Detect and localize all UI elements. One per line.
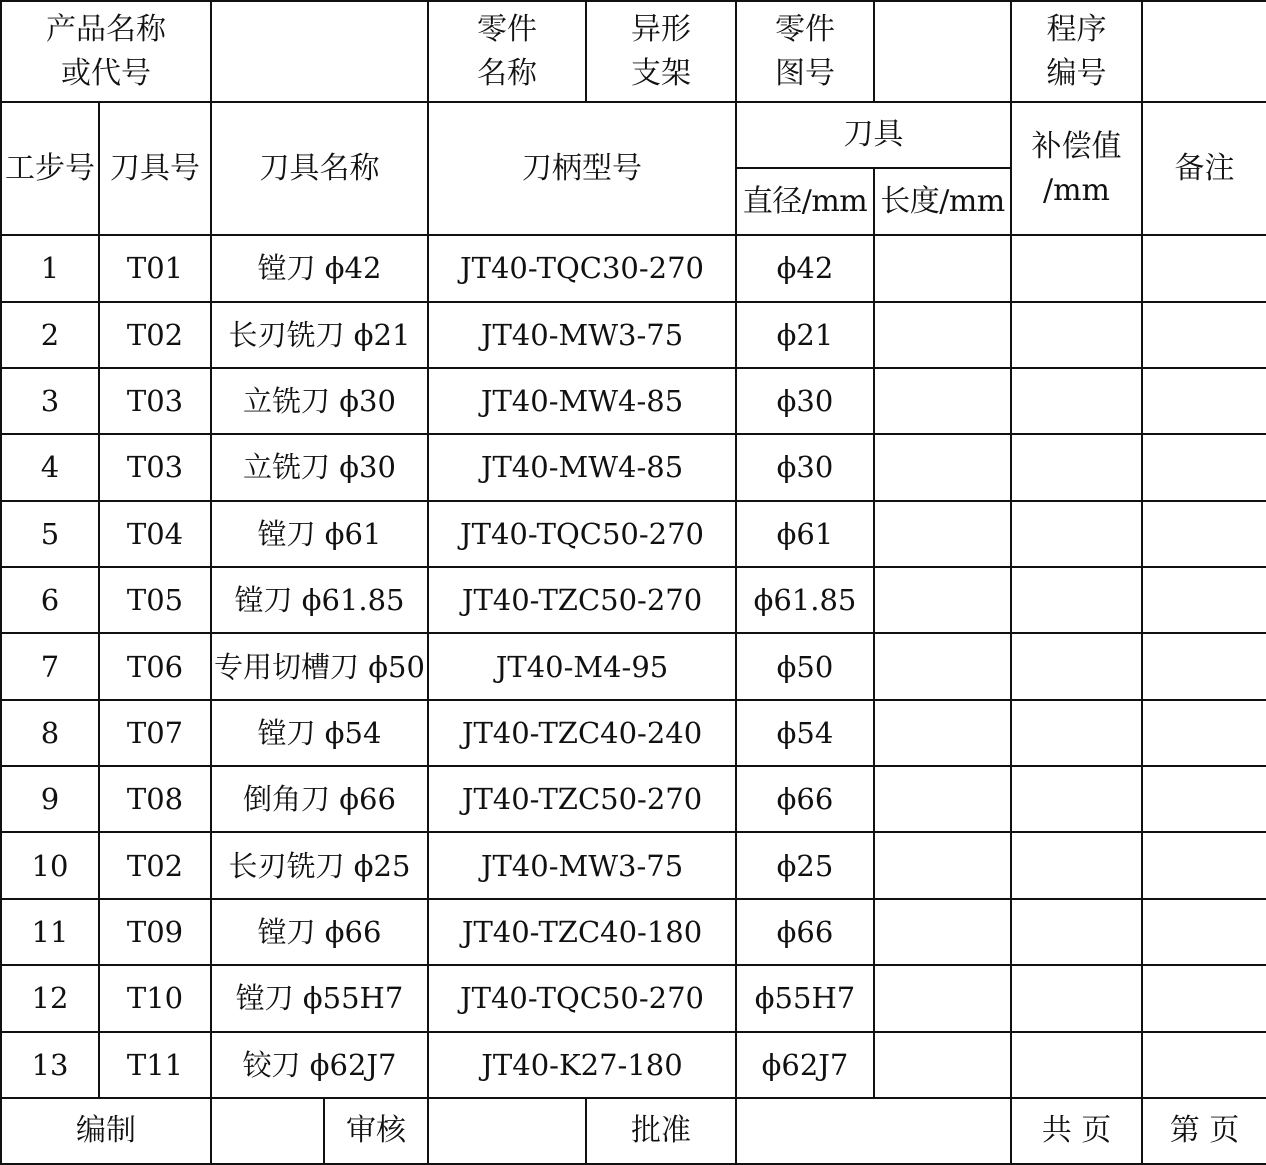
cell-diameter: ϕ21 [736, 302, 874, 368]
cell-offset [1011, 235, 1142, 301]
cell-length [874, 965, 1011, 1031]
cell-step: 12 [1, 965, 99, 1031]
table-row [1, 302, 1266, 368]
cell-tool-number: T03 [99, 368, 211, 434]
cell-tool-name: 长刃铣刀 ϕ25 [211, 832, 428, 898]
table-row [1, 899, 1266, 965]
col-header-tool-name: 刀具名称 [211, 102, 428, 235]
cell-tool-name: 镗刀 ϕ55H7 [211, 965, 428, 1031]
cell-holder: JT40-MW4-85 [428, 368, 736, 434]
cell-length [874, 368, 1011, 434]
prepared-value [211, 1098, 324, 1164]
cell-tool-name: 镗刀 ϕ66 [211, 899, 428, 965]
table-row [1, 368, 1266, 434]
cell-diameter: ϕ42 [736, 235, 874, 301]
cell-step: 10 [1, 832, 99, 898]
col-header-offset: 补偿值 /mm [1011, 102, 1142, 235]
cell-tool-name: 铰刀 ϕ62J7 [211, 1032, 428, 1098]
cell-remark [1142, 965, 1266, 1031]
cell-holder: JT40-TZC40-180 [428, 899, 736, 965]
cell-tool-number: T03 [99, 434, 211, 500]
col-header-diameter: 直径/mm [736, 168, 874, 235]
cell-diameter: ϕ66 [736, 766, 874, 832]
table-row [1, 567, 1266, 633]
cell-remark [1142, 567, 1266, 633]
cell-holder: JT40-K27-180 [428, 1032, 736, 1098]
cell-tool-name: 镗刀 ϕ61.85 [211, 567, 428, 633]
col-header-step: 工步号 [1, 102, 99, 235]
cell-tool-number: T02 [99, 302, 211, 368]
cell-step: 5 [1, 501, 99, 567]
cell-holder: JT40-TQC50-270 [428, 965, 736, 1031]
cell-step: 2 [1, 302, 99, 368]
cell-tool-number: T06 [99, 633, 211, 699]
cell-length [874, 633, 1011, 699]
part-number-value [874, 1, 1011, 102]
cell-step: 7 [1, 633, 99, 699]
prepared-label: 编制 [1, 1098, 211, 1164]
program-number-value [1142, 1, 1266, 102]
cell-step: 9 [1, 766, 99, 832]
cell-remark [1142, 832, 1266, 898]
cell-offset [1011, 368, 1142, 434]
cell-length [874, 700, 1011, 766]
cell-remark [1142, 434, 1266, 500]
table-row [1, 766, 1266, 832]
cell-diameter: ϕ54 [736, 700, 874, 766]
cell-holder: JT40-TQC30-270 [428, 235, 736, 301]
cell-tool-name: 专用切槽刀 ϕ50 [211, 633, 428, 699]
page-number: 第 页 [1142, 1098, 1266, 1164]
table-row [1, 965, 1266, 1031]
cell-offset [1011, 965, 1142, 1031]
cell-remark [1142, 368, 1266, 434]
cell-diameter: ϕ66 [736, 899, 874, 965]
cell-tool-number: T05 [99, 567, 211, 633]
cell-length [874, 1032, 1011, 1098]
cell-offset [1011, 1032, 1142, 1098]
cell-holder: JT40-MW3-75 [428, 832, 736, 898]
cell-diameter: ϕ25 [736, 832, 874, 898]
cell-length [874, 766, 1011, 832]
table-row [1, 832, 1266, 898]
cell-tool-name: 镗刀 ϕ61 [211, 501, 428, 567]
cell-tool-name: 倒角刀 ϕ66 [211, 766, 428, 832]
program-number-label: 程序 编号 [1011, 1, 1142, 102]
cell-tool-number: T09 [99, 899, 211, 965]
cell-diameter: ϕ30 [736, 434, 874, 500]
cell-length [874, 235, 1011, 301]
cell-step: 1 [1, 235, 99, 301]
cell-tool-number: T04 [99, 501, 211, 567]
table-row [1, 235, 1266, 301]
cell-tool-number: T08 [99, 766, 211, 832]
cell-remark [1142, 235, 1266, 301]
cell-holder: JT40-TZC50-270 [428, 567, 736, 633]
cell-tool-number: T02 [99, 832, 211, 898]
cell-length [874, 899, 1011, 965]
table-row [1, 501, 1266, 567]
cell-remark [1142, 700, 1266, 766]
cell-diameter: ϕ55H7 [736, 965, 874, 1031]
reviewed-label: 审核 [324, 1098, 428, 1164]
cell-tool-number: T11 [99, 1032, 211, 1098]
cell-holder: JT40-TQC50-270 [428, 501, 736, 567]
table-row [1, 700, 1266, 766]
cell-tool-name: 立铣刀 ϕ30 [211, 368, 428, 434]
cell-remark [1142, 501, 1266, 567]
cell-offset [1011, 766, 1142, 832]
cell-tool-number: T07 [99, 700, 211, 766]
cell-holder: JT40-MW3-75 [428, 302, 736, 368]
cell-offset [1011, 899, 1142, 965]
part-number-label: 零件 图号 [736, 1, 874, 102]
cell-step: 3 [1, 368, 99, 434]
cell-holder: JT40-MW4-85 [428, 434, 736, 500]
cell-holder: JT40-TZC40-240 [428, 700, 736, 766]
cell-tool-name: 立铣刀 ϕ30 [211, 434, 428, 500]
column-header-row-1 [1, 102, 1266, 168]
cell-offset [1011, 700, 1142, 766]
cell-step: 6 [1, 567, 99, 633]
cell-remark [1142, 899, 1266, 965]
cell-tool-name: 长刃铣刀 ϕ21 [211, 302, 428, 368]
table-row [1, 1032, 1266, 1098]
col-header-length: 长度/mm [874, 168, 1011, 235]
cell-step: 4 [1, 434, 99, 500]
product-label: 产品名称 或代号 [1, 1, 211, 102]
cell-step: 13 [1, 1032, 99, 1098]
cell-tool-name: 镗刀 ϕ42 [211, 235, 428, 301]
cell-offset [1011, 302, 1142, 368]
part-name-value: 异形 支架 [586, 1, 736, 102]
cell-tool-number: T10 [99, 965, 211, 1031]
col-header-tool-group: 刀具 [736, 102, 1011, 168]
col-header-holder: 刀柄型号 [428, 102, 736, 235]
cell-offset [1011, 501, 1142, 567]
cell-step: 8 [1, 700, 99, 766]
table-row [1, 434, 1266, 500]
cell-remark [1142, 766, 1266, 832]
cell-length [874, 567, 1011, 633]
cell-length [874, 501, 1011, 567]
cell-diameter: ϕ30 [736, 368, 874, 434]
cell-holder: JT40-TZC50-270 [428, 766, 736, 832]
cell-offset [1011, 633, 1142, 699]
cell-diameter: ϕ50 [736, 633, 874, 699]
part-name-label: 零件 名称 [428, 1, 586, 102]
product-value [211, 1, 428, 102]
cell-diameter: ϕ61 [736, 501, 874, 567]
col-header-remark: 备注 [1142, 102, 1266, 235]
approved-label: 批准 [586, 1098, 736, 1164]
cell-offset [1011, 832, 1142, 898]
cell-tool-name: 镗刀 ϕ54 [211, 700, 428, 766]
approved-value [736, 1098, 1011, 1164]
col-header-tool-number: 刀具号 [99, 102, 211, 235]
table-row [1, 633, 1266, 699]
reviewed-value [428, 1098, 586, 1164]
cell-length [874, 434, 1011, 500]
cell-length [874, 302, 1011, 368]
header-row [1, 1, 1266, 102]
cell-step: 11 [1, 899, 99, 965]
cell-remark [1142, 633, 1266, 699]
cell-length [874, 832, 1011, 898]
cell-tool-number: T01 [99, 235, 211, 301]
cell-diameter: ϕ62J7 [736, 1032, 874, 1098]
total-pages: 共 页 [1011, 1098, 1142, 1164]
cell-offset [1011, 434, 1142, 500]
cell-diameter: ϕ61.85 [736, 567, 874, 633]
cell-remark [1142, 1032, 1266, 1098]
tool-list [1, 235, 1266, 1098]
cell-offset [1011, 567, 1142, 633]
cell-remark [1142, 302, 1266, 368]
footer-row [1, 1098, 1266, 1164]
cell-holder: JT40-M4-95 [428, 633, 736, 699]
